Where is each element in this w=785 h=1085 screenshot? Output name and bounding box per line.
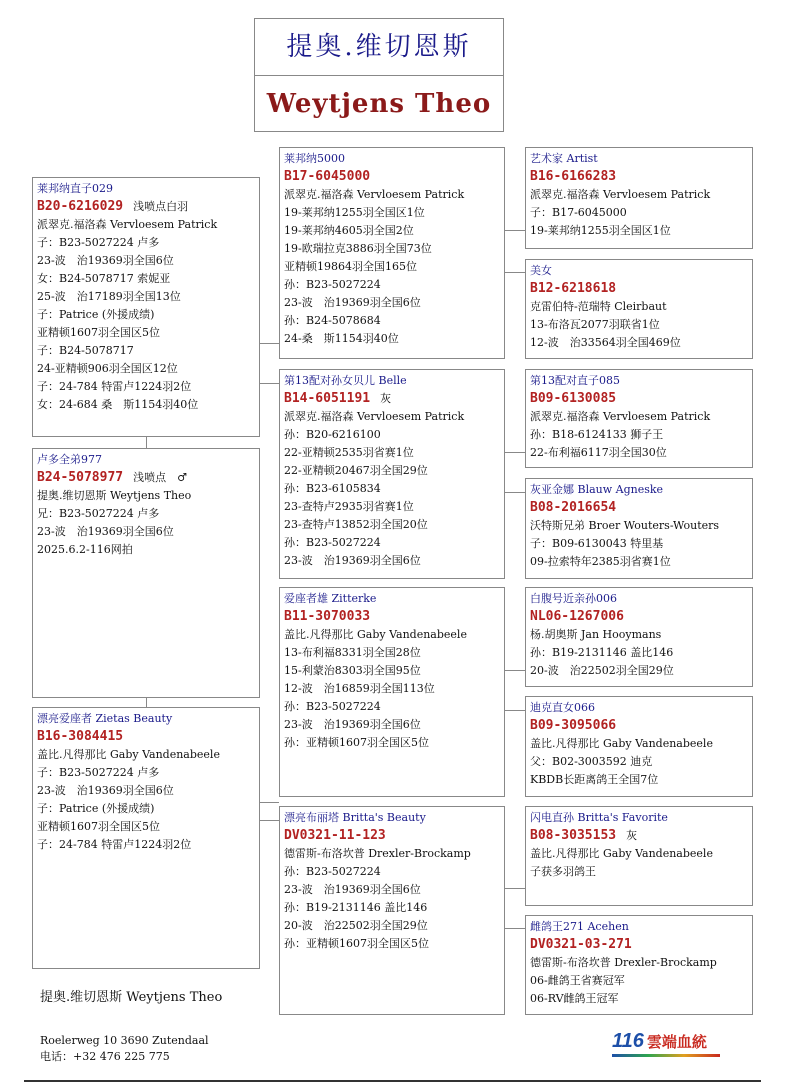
pedigree-line: 沃特斯兄弟 Broer Wouters-Wouters xyxy=(530,519,720,532)
pedigree-line: 女：B24-5078717 索妮亚 xyxy=(37,272,171,285)
pedigree-line: 23-波 治19369羽全国6位 xyxy=(37,525,174,538)
color-note: 灰 xyxy=(626,829,638,842)
pedigree-line: 子：Patrice (外援成绩) xyxy=(37,802,155,815)
dam-dam-dam-card xyxy=(525,915,753,1015)
title-english: Weytjens Theo xyxy=(266,89,492,119)
owner-name: 提奥.维切恩斯 Weytjens Theo xyxy=(40,990,223,1005)
pedigree-line: 孙：B23-6105834 xyxy=(284,482,381,495)
pedigree-line: 22-布利福6117羽全国30位 xyxy=(530,446,667,459)
pedigree-line: 23-波 治19369羽全国6位 xyxy=(284,296,421,309)
pedigree-line: 23-波 治19369羽全国6位 xyxy=(284,883,421,896)
pedigree-line: 孙：B23-5027224 xyxy=(284,865,381,878)
ring-number: B08-2016654 xyxy=(530,500,617,515)
connector-line xyxy=(260,343,279,344)
pedigree-line: 子：24-784 特雷卢1224羽2位 xyxy=(37,838,192,851)
pedigree-line: 孙：B23-5027224 xyxy=(284,536,381,549)
logo-underline xyxy=(612,1054,720,1057)
connector-line xyxy=(505,670,525,671)
color-note: 灰 xyxy=(380,392,392,405)
pedigree-line: 亚精顿19864羽全国165位 xyxy=(284,260,417,273)
pedigree-line: 克雷伯特-范瑞特 Cleirbaut xyxy=(530,300,667,313)
pigeon-name: 漂亮布丽塔 Britta's Beauty xyxy=(284,811,426,824)
pedigree-line: 孙：B19-2131146 盖比146 xyxy=(284,901,428,914)
ring-row xyxy=(37,198,255,216)
dam-sire-card xyxy=(279,587,505,797)
pedigree-line: 提奥.维切恩斯 Weytjens Theo xyxy=(37,489,192,502)
pedigree-line: 23-波 治19369羽全国6位 xyxy=(37,254,174,267)
pigeon-name: 漂亮爱座者 Zietas Beauty xyxy=(37,712,173,725)
pedigree-line: 派翠克.福洛森 Vervloesem Patrick xyxy=(284,410,465,423)
pedigree-line: 派翠克.福洛森 Vervloesem Patrick xyxy=(530,188,711,201)
pedigree-line: 孙：B20-6216100 xyxy=(284,428,381,441)
dam-dam-card xyxy=(279,806,505,1015)
pedigree-line: 孙：B19-2131146 盖比146 xyxy=(530,646,674,659)
pedigree-line: 09-拉索特年2385羽省赛1位 xyxy=(530,555,671,568)
connector-line xyxy=(505,492,525,493)
ring-number: B09-6130085 xyxy=(530,391,617,406)
ring-number: NL06-1267006 xyxy=(530,609,624,624)
pedigree-line: 盖比.凡得那比 Gaby Vandenabeele xyxy=(530,847,713,860)
pedigree-line: 孙：亚精顿1607羽全国区5位 xyxy=(284,937,429,950)
pedigree-line: 孙：B23-5027224 xyxy=(284,278,381,291)
site-logo xyxy=(612,1030,707,1053)
pigeon-name: 闪电直孙 Britta's Favorite xyxy=(530,811,668,824)
pedigree-line: 孙：B18-6124133 狮子王 xyxy=(530,428,664,441)
ring-row xyxy=(284,168,500,186)
connector-line xyxy=(505,272,525,273)
pedigree-line: 盖比.凡得那比 Gaby Vandenabeele xyxy=(530,737,713,750)
pedigree-line: 子获多羽鸽王 xyxy=(530,865,596,878)
pigeon-name: 第13配对孙女贝儿 Belle xyxy=(284,374,407,387)
pigeon-name: 白腹号近亲孙006 xyxy=(530,592,617,605)
pigeon-name: 爱座者雄 Zitterke xyxy=(284,592,377,605)
connector-line xyxy=(505,888,525,889)
ring-number: B20-6216029 xyxy=(37,199,124,214)
pedigree-line: 15-利蒙治8303羽全国95位 xyxy=(284,664,421,677)
ring-row xyxy=(530,390,748,408)
owner-address: Roelerweg 10 3690 Zutendaal xyxy=(40,1034,209,1047)
pedigree-line: 19-欧瑞拉克3886羽全国73位 xyxy=(284,242,432,255)
pigeon-name: 美女 xyxy=(530,264,552,277)
ring-number: B09-3095066 xyxy=(530,718,617,733)
pedigree-line: 24-亚精顿906羽全国区12位 xyxy=(37,362,178,375)
pedigree-line: 13-布利福8331羽全国28位 xyxy=(284,646,421,659)
pedigree-title-box xyxy=(254,18,504,132)
title-chinese: 提奥.维切恩斯 xyxy=(255,19,503,76)
pedigree-line: 女：24-684 桑 斯1154羽40位 xyxy=(37,398,199,411)
pigeon-name: 第13配对直子085 xyxy=(530,374,620,387)
pedigree-line: 20-波 治22502羽全国29位 xyxy=(284,919,428,932)
pedigree-line: 子：B24-5078717 xyxy=(37,344,134,357)
dam-sire-sire-card xyxy=(525,587,753,687)
ring-number: B17-6045000 xyxy=(284,169,371,184)
pigeon-name: 莱邦纳直子029 xyxy=(37,182,113,195)
pedigree-line: 德雷斯-布洛坎普 Drexler-Brockamp xyxy=(284,847,471,860)
pedigree-line: 23-波 治19369羽全国6位 xyxy=(284,554,421,567)
ring-number: B11-3070033 xyxy=(284,609,371,624)
pedigree-line: 亚精顿1607羽全国区5位 xyxy=(37,820,160,833)
ring-number: B12-6218618 xyxy=(530,281,617,296)
color-note: 浅喷点白羽 xyxy=(133,200,189,213)
pedigree-line: 24-桑 斯1154羽40位 xyxy=(284,332,399,345)
pedigree-line: 06-雌鸽王省赛冠军 xyxy=(530,974,625,987)
pigeon-name: 迪克直女066 xyxy=(530,701,595,714)
pigeon-name: 灰亚金娜 Blauw Agneske xyxy=(530,483,664,496)
pigeon-name: 卢多全弟977 xyxy=(37,453,102,466)
dam-dam-sire-card xyxy=(525,806,753,906)
connector-line xyxy=(505,710,525,711)
ring-row xyxy=(530,936,748,954)
pedigree-line: 子：B23-5027224 卢多 xyxy=(37,766,160,779)
pedigree-line: 子：24-784 特雷卢1224羽2位 xyxy=(37,380,192,393)
ring-number: B08-3035153 xyxy=(530,828,617,843)
ring-row xyxy=(530,499,748,517)
pedigree-line: 派翠克.福洛森 Vervloesem Patrick xyxy=(530,410,711,423)
pedigree-line: 子：B17-6045000 xyxy=(530,206,627,219)
sire-dam-card xyxy=(279,369,505,579)
pigeon-name: 雌鸽王271 Acehen xyxy=(530,920,629,933)
logo-number: 116 xyxy=(612,1030,644,1052)
dam-card xyxy=(32,707,260,969)
pedigree-line: 22-亚精顿2535羽省赛1位 xyxy=(284,446,414,459)
pedigree-line: 12-波 治33564羽全国469位 xyxy=(530,336,681,349)
connector-line xyxy=(505,928,525,929)
pedigree-line: 2025.6.2-116网拍 xyxy=(37,543,133,556)
pedigree-line: KBDB长距离鸽王全国7位 xyxy=(530,773,659,786)
pedigree-line: 23-查特卢13852羽全国20位 xyxy=(284,518,428,531)
ring-number: B16-6166283 xyxy=(530,169,617,184)
pedigree-line: 子：Patrice (外援成绩) xyxy=(37,308,155,321)
ring-row xyxy=(530,168,748,186)
sire-dam-sire-card xyxy=(525,369,753,468)
pedigree-line: 盖比.凡得那比 Gaby Vandenabeele xyxy=(37,748,220,761)
owner-contact xyxy=(40,1033,209,1065)
connector-line xyxy=(146,698,147,707)
pedigree-line: 19-莱邦纳4605羽全国2位 xyxy=(284,224,414,237)
pedigree-line: 子：B23-5027224 卢多 xyxy=(37,236,160,249)
ring-row xyxy=(284,390,500,408)
connector-line xyxy=(260,820,279,821)
ring-number: B24-5078977 xyxy=(37,470,124,485)
ring-row xyxy=(530,827,748,845)
sire-sire-sire-card xyxy=(525,147,753,249)
pigeon-name: 莱邦纳5000 xyxy=(284,152,345,165)
ring-number: B14-6051191 xyxy=(284,391,371,406)
pigeon-name: 艺术家 Artist xyxy=(530,152,598,165)
pedigree-line: 23-查特卢2935羽省赛1位 xyxy=(284,500,414,513)
pedigree-line: 孙：B24-5078684 xyxy=(284,314,381,327)
bottom-rule xyxy=(24,1080,761,1082)
ring-number: DV0321-03-271 xyxy=(530,937,632,952)
connector-line xyxy=(260,383,279,384)
ring-row xyxy=(530,717,748,735)
sire-sire-card xyxy=(279,147,505,359)
ring-row xyxy=(37,728,255,746)
pedigree-line: 23-波 治19369羽全国6位 xyxy=(37,784,174,797)
pedigree-line: 孙：亚精顿1607羽全国区5位 xyxy=(284,736,429,749)
pedigree-line: 兄：B23-5027224 卢多 xyxy=(37,507,160,520)
connector-line xyxy=(146,437,147,448)
pedigree-line: 亚精顿1607羽全国区5位 xyxy=(37,326,160,339)
pedigree-line: 父：B02-3003592 迪克 xyxy=(530,755,653,768)
connector-line xyxy=(260,802,279,803)
ring-row xyxy=(530,608,748,626)
sire-card xyxy=(32,177,260,437)
ring-row xyxy=(530,280,748,298)
subject-card xyxy=(32,448,260,698)
pedigree-line: 子：B09-6130043 特里基 xyxy=(530,537,664,550)
ring-row xyxy=(37,469,255,487)
pedigree-line: 12-波 治16859羽全国113位 xyxy=(284,682,435,695)
pedigree-line: 23-波 治19369羽全国6位 xyxy=(284,718,421,731)
pedigree-line: 22-亚精顿20467羽全国29位 xyxy=(284,464,428,477)
ring-row xyxy=(284,827,500,845)
pedigree-line: 13-布洛瓦2077羽联省1位 xyxy=(530,318,660,331)
connector-line xyxy=(505,230,525,231)
pedigree-line: 杨.胡奥斯 Jan Hooymans xyxy=(530,628,662,641)
pedigree-line: 25-波 治17189羽全国13位 xyxy=(37,290,181,303)
connector-line xyxy=(505,452,525,453)
ring-number: DV0321-11-123 xyxy=(284,828,386,843)
pedigree-line: 19-莱邦纳1255羽全国区1位 xyxy=(530,224,671,237)
dam-sire-dam-card xyxy=(525,696,753,797)
pedigree-line: 派翠克.福洛森 Vervloesem Patrick xyxy=(37,218,218,231)
pedigree-line: 派翠克.福洛森 Vervloesem Patrick xyxy=(284,188,465,201)
color-note: 浅喷点 ♂ xyxy=(133,471,187,484)
pedigree-line: 德雷斯-布洛坎普 Drexler-Brockamp xyxy=(530,956,717,969)
pedigree-line: 19-莱邦纳1255羽全国区1位 xyxy=(284,206,425,219)
sire-dam-dam-card xyxy=(525,478,753,579)
sire-sire-dam-card xyxy=(525,259,753,359)
pedigree-line: 20-波 治22502羽全国29位 xyxy=(530,664,674,677)
ring-row xyxy=(284,608,500,626)
pedigree-line: 盖比.凡得那比 Gaby Vandenabeele xyxy=(284,628,467,641)
logo-text: 雲端血統 xyxy=(646,1034,707,1051)
pedigree-line: 孙：B23-5027224 xyxy=(284,700,381,713)
ring-number: B16-3084415 xyxy=(37,729,124,744)
owner-phone: 电话：+32 476 225 775 xyxy=(40,1050,170,1063)
pedigree-line: 06-RV雌鸽王冠军 xyxy=(530,992,619,1005)
